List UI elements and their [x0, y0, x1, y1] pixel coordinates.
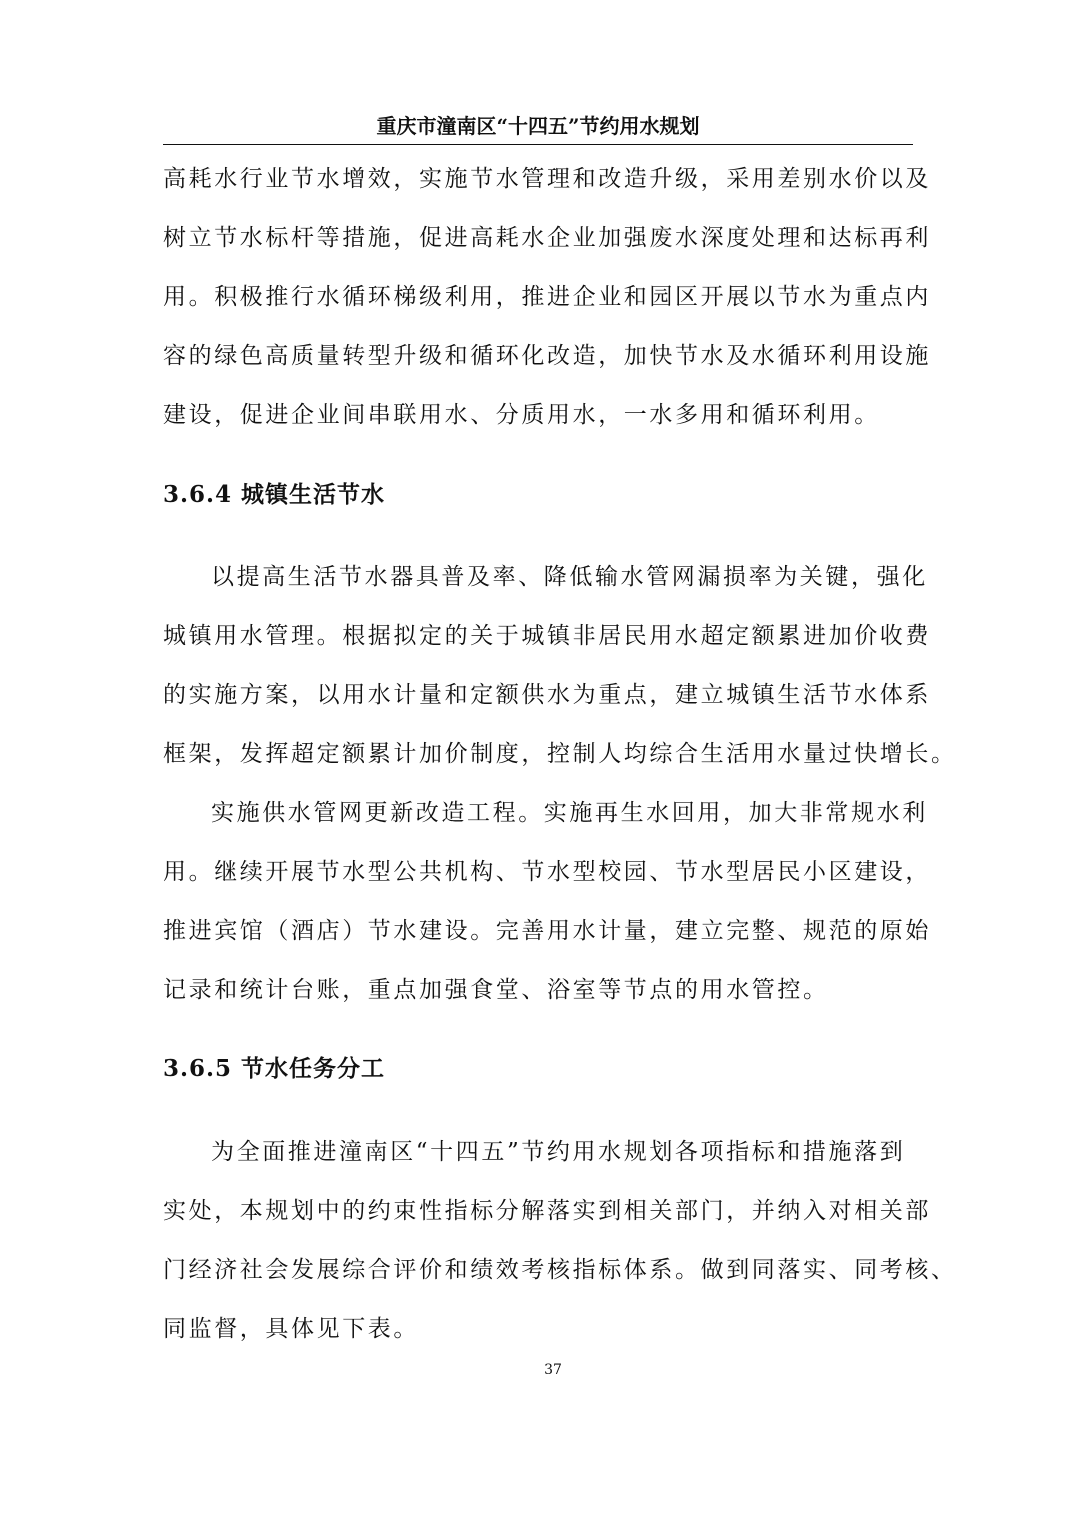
paragraph-line: 容的绿色高质量转型升级和循环化改造，加快节水及水循环利用设施	[163, 343, 931, 369]
section-heading-3-6-5: 3.6.5 节水任务分工	[163, 1055, 386, 1082]
paragraph-line: 同监督，具体见下表。	[163, 1316, 419, 1342]
paragraph-line: 城镇用水管理。根据拟定的关于城镇非居民用水超定额累进加价收费	[163, 623, 931, 649]
page-header-title: 重庆市潼南区“十四五”节约用水规划	[376, 114, 700, 138]
paragraph-line: 高耗水行业节水增效，实施节水管理和改造升级，采用差别水价以及	[163, 166, 931, 192]
paragraph-line: 树立节水标杆等措施，促进高耗水企业加强废水深度处理和达标再利	[163, 225, 931, 251]
paragraph-line: 用。继续开展节水型公共机构、节水型校园、节水型居民小区建设，	[163, 859, 931, 885]
paragraph-line: 实处，本规划中的约束性指标分解落实到相关部门，并纳入对相关部	[163, 1198, 931, 1224]
paragraph-line: 实施供水管网更新改造工程。实施再生水回用，加大非常规水利	[211, 800, 928, 826]
paragraph-line: 门经济社会发展综合评价和绩效考核指标体系。做到同落实、同考核、	[163, 1257, 957, 1283]
paragraph-line: 用。积极推行水循环梯级利用，推进企业和园区开展以节水为重点内	[163, 284, 931, 310]
paragraph-line: 建设，促进企业间串联用水、分质用水，一水多用和循环利用。	[163, 402, 880, 428]
paragraph-line: 的实施方案，以用水计量和定额供水为重点，建立城镇生活节水体系	[163, 682, 931, 708]
paragraph-line: 为全面推进潼南区“十四五”节约用水规划各项指标和措施落到	[211, 1139, 906, 1165]
section-heading-3-6-4: 3.6.4 城镇生活节水	[163, 481, 386, 508]
paragraph-line: 推进宾馆（酒店）节水建设。完善用水计量，建立完整、规范的原始	[163, 918, 931, 944]
paragraph-line: 以提高生活节水器具普及率、降低输水管网漏损率为关键，强化	[211, 564, 928, 590]
header-divider	[163, 144, 913, 145]
page-number: 37	[544, 1362, 562, 1378]
paragraph-line: 框架，发挥超定额累计加价制度，控制人均综合生活用水量过快增长。	[163, 741, 957, 767]
paragraph-line: 记录和统计台账，重点加强食堂、浴室等节点的用水管控。	[163, 977, 829, 1003]
